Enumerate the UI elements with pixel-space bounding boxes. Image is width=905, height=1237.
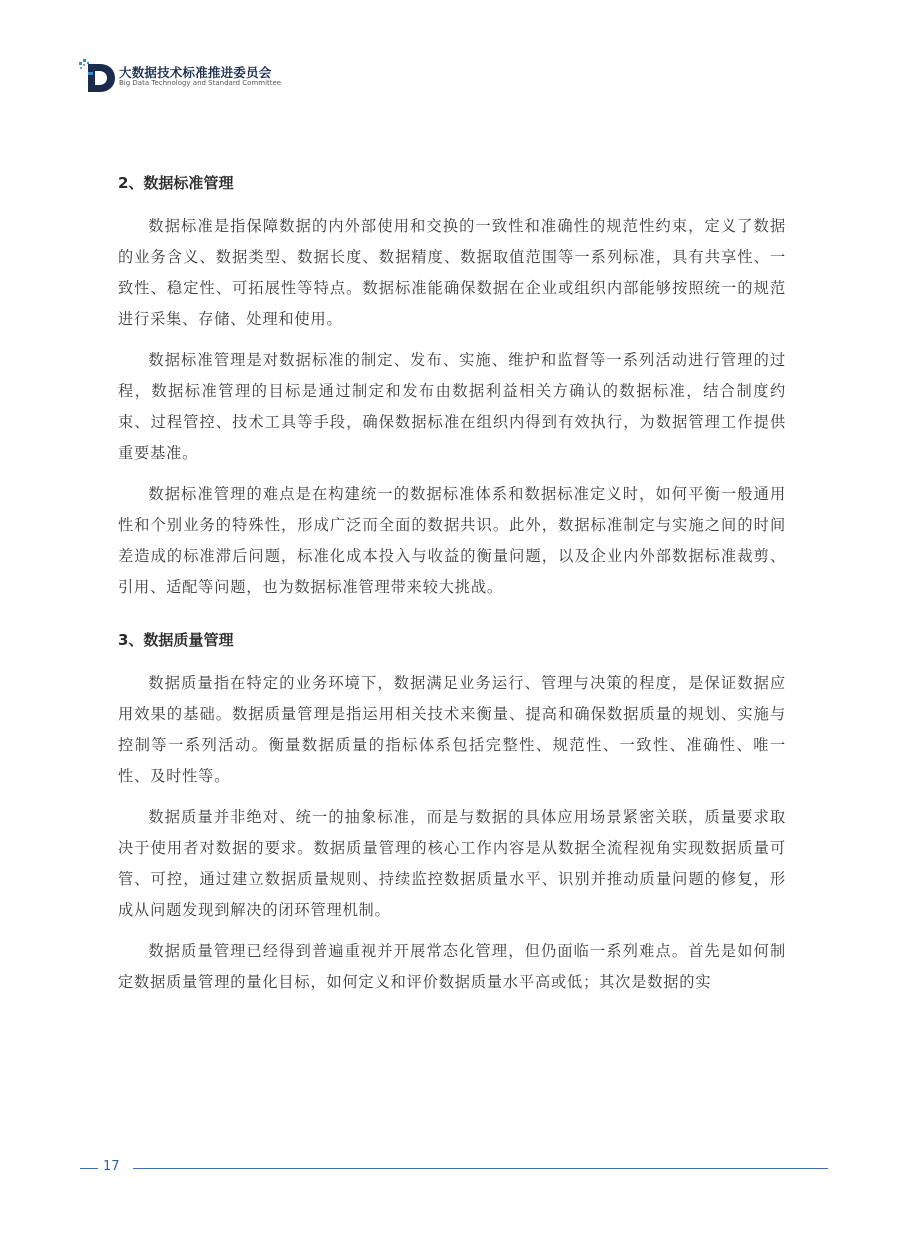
paragraph: 数据质量指在特定的业务环境下，数据满足业务运行、管理与决策的程度，是保证数据应用效果的基础。数据质量管理是指运用相关技术来衡量、提高和确保数据质量的规划、实施与控制等一系列活动。衡量数据质量的指标体系包括完整性、规范性、一致性、准确性、唯一性、及时性等。 xyxy=(118,674,786,785)
section-heading: 3、数据质量管理 xyxy=(118,631,234,649)
big-data-logo-icon xyxy=(78,56,118,96)
org-name-cn: 大数据技术标准推进委员会 xyxy=(119,65,272,80)
paragraph: 数据质量并非绝对、统一的抽象标准，而是与数据的具体应用场景紧密关联，质量要求取决于使用者对数据的要求。数据质量管理的核心工作内容是从数据全流程视角实现数据质量可管、可控，通过建立数据质量规则、持续监控数据质量水平、识别并推动质量问题的修复，形成从问题发现到解决的闭环管理机制。 xyxy=(118,808,786,919)
paragraph: 数据质量管理已经得到普遍重视并开展常态化管理，但仍面临一系列难点。首先是如何制定数据质量管理的量化目标，如何定义和评价数据质量水平高或低；其次是数据的实 xyxy=(118,942,786,991)
paragraph: 数据标准管理的难点是在构建统一的数据标准体系和数据标准定义时，如何平衡一般通用性和个别业务的特殊性，形成广泛而全面的数据共识。此外，数据标准制定与实施之间的时间差造成的标准滞后问题，标准化成本投入与收益的衡量问题，以及企业内外部数据标准裁剪、引用、适配等问题，也为数据标准管理带来较大挑战。 xyxy=(118,485,786,596)
section-heading: 2、数据标准管理 xyxy=(118,174,234,192)
paragraph: 数据标准管理是对数据标准的制定、发布、实施、维护和监督等一系列活动进行管理的过程，数据标准管理的目标是通过制定和发布由数据利益相关方确认的数据标准，结合制度约束、过程管控、技术工具等手段，确保数据标准在组织内得到有效执行，为数据管理工作提供重要基准。 xyxy=(118,351,786,462)
footer-rule-right xyxy=(133,1168,828,1169)
paragraph: 数据标准是指保障数据的内外部使用和交换的一致性和准确性的规范性约束，定义了数据的业务含义、数据类型、数据长度、数据精度、数据取值范围等一系列标准，具有共享性、一致性、稳定性、可拓展性等特点。数据标准能确保数据在企业或组织内部能够按照统一的规范进行采集、存储、处理和使用。 xyxy=(118,217,786,328)
org-name-en: Big Data Technology and Standard Committee xyxy=(119,79,282,87)
document-body xyxy=(118,168,786,998)
footer-rule-left xyxy=(80,1168,98,1169)
committee-logo xyxy=(78,56,478,98)
page-number: 17 xyxy=(103,1159,120,1174)
